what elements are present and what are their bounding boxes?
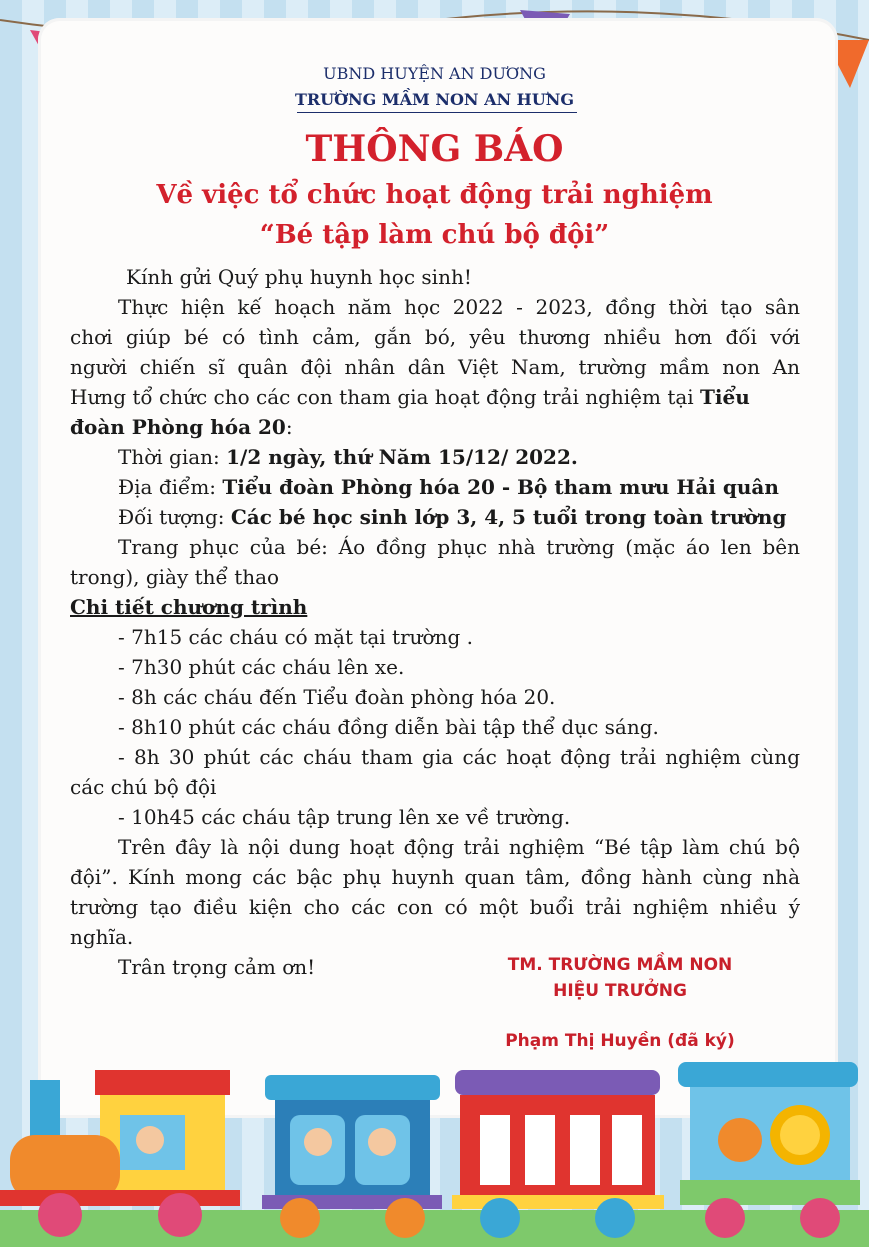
unit-name: đoàn Phòng hóa 20: [70, 415, 286, 439]
time-row: [70, 442, 800, 472]
outfit-line: trong), giày thể thao: [70, 565, 280, 589]
thanks: Trân trọng cảm ơn!: [118, 955, 316, 979]
target-label: Đối tượng:: [118, 505, 231, 529]
intro-line: người chiến sĩ quân đội nhân dân Việt Nam, trường mầm non An: [70, 355, 800, 379]
time-label: Thời gian:: [118, 445, 227, 469]
closing-line: đội”. Kính mong các bậc phụ huynh quan tâm, đồng hành cùng nhà: [70, 865, 800, 889]
page-title: THÔNG BÁO: [305, 128, 564, 170]
schedule-item: các chú bộ đội: [70, 775, 217, 799]
org-line-1: UBND HUYỆN AN DƯƠNG: [323, 64, 546, 83]
signature-org: TM. TRƯỜNG MẦM NON: [507, 955, 733, 975]
place-label: Địa điểm:: [118, 475, 223, 499]
place-row: [70, 472, 800, 502]
signature-name: Phạm Thị Huyền: [505, 1031, 662, 1051]
subtitle-line-1: Về việc tổ chức hoạt động trải nghiệm: [156, 180, 713, 210]
intro-text: Hưng tổ chức cho các con tham gia hoạt động trải nghiệm tại: [70, 385, 701, 409]
target-value: Các bé học sinh lớp 3, 4, 5 tuổi trong toàn trường: [230, 505, 787, 529]
program-heading: Chi tiết chương trình: [70, 595, 308, 619]
subtitle-line-2: “Bé tập làm chú bộ đội”: [259, 220, 610, 250]
signature-note: (đã ký): [667, 1031, 735, 1051]
intro-line: [70, 412, 800, 442]
schedule-item: - 7h15 các cháu có mặt tại trường .: [118, 625, 473, 649]
intro-line: Thực hiện kế hoạch năm học 2022 - 2023, đồng thời tạo sân: [118, 295, 800, 319]
signature-title: HIỆU TRƯỞNG: [553, 981, 687, 1001]
org-line-2: TRƯỜNG MẦM NON AN HƯNG: [294, 90, 575, 109]
intro-colon: :: [285, 415, 293, 439]
place-value: Tiểu đoàn Phòng hóa 20 - Bộ tham mưu Hải quân: [222, 475, 779, 499]
outfit-line: Trang phục của bé: Áo đồng phục nhà trường (mặc áo len bên: [118, 535, 800, 559]
closing-line: nghĩa.: [70, 925, 134, 949]
schedule-item: - 10h45 các cháu tập trung lên xe về trường.: [118, 805, 571, 829]
org-underline: [297, 112, 577, 113]
schedule-item: - 7h30 phút các cháu lên xe.: [118, 655, 405, 679]
intro-bold: Tiểu: [700, 385, 750, 409]
schedule-item: - 8h10 phút các cháu đồng diễn bài tập thể dục sáng.: [118, 715, 659, 739]
schedule-item: - 8h các cháu đến Tiểu đoàn phòng hóa 20.: [118, 685, 556, 709]
intro-line: [70, 382, 800, 412]
closing-line: Trên đây là nội dung hoạt động trải nghiệm “Bé tập làm chú bộ: [118, 835, 800, 859]
intro-line: chơi giúp bé có tình cảm, gắn bó, yêu thương nhiều hơn đối với: [70, 325, 800, 349]
time-value: 1/2 ngày, thứ Năm 15/12/ 2022.: [226, 445, 578, 469]
greeting: Kính gửi Quý phụ huynh học sinh!: [126, 265, 472, 289]
notice-body: [70, 262, 800, 982]
schedule-item: - 8h 30 phút các cháu tham gia các hoạt động trải nghiệm cùng: [118, 745, 800, 769]
train-illustration: [0, 1040, 869, 1247]
closing-line: trường tạo điều kiện cho các con có một buổi trải nghiệm nhiều ý: [70, 895, 800, 919]
target-row: [70, 502, 800, 532]
